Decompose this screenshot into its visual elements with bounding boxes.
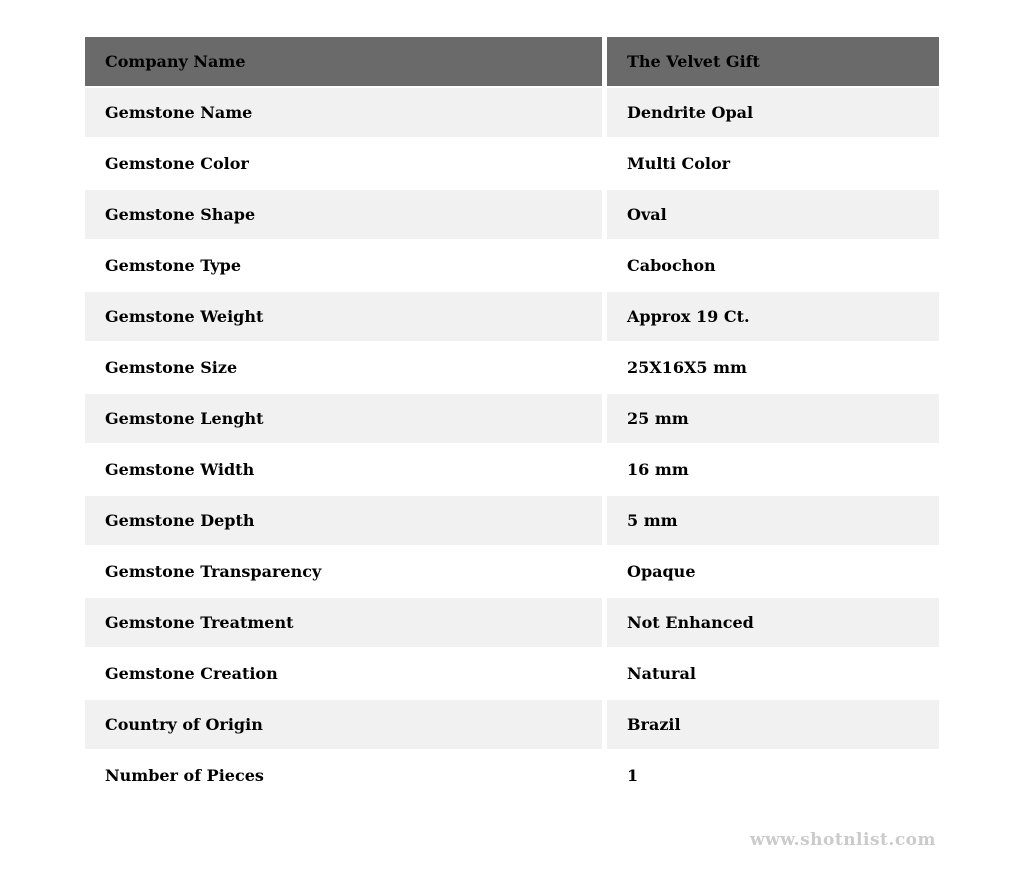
table-row (85, 394, 939, 443)
spec-value-cell: Natural (607, 649, 939, 698)
table-row (85, 241, 939, 290)
spec-label-cell: Gemstone Treatment (85, 598, 602, 647)
spec-label-cell: Country of Origin (85, 700, 602, 749)
spec-value-cell: 16 mm (607, 445, 939, 494)
header-label-cell: Company Name (85, 37, 602, 86)
spec-label-cell: Gemstone Weight (85, 292, 602, 341)
spec-value-cell: Approx 19 Ct. (607, 292, 939, 341)
spec-label-cell: Number of Pieces (85, 751, 602, 800)
header-value-cell: The Velvet Gift (607, 37, 939, 86)
spec-label-cell: Gemstone Color (85, 139, 602, 188)
spec-label-cell: Gemstone Name (85, 88, 602, 137)
spec-label-cell: Gemstone Depth (85, 496, 602, 545)
table-row (85, 751, 939, 800)
table-row (85, 88, 939, 137)
spec-value-cell: Cabochon (607, 241, 939, 290)
table-header-row (85, 37, 939, 86)
spec-value-cell: Not Enhanced (607, 598, 939, 647)
spec-label-cell: Gemstone Shape (85, 190, 602, 239)
table-row (85, 445, 939, 494)
spec-value-cell: Brazil (607, 700, 939, 749)
gemstone-spec-table (80, 35, 944, 802)
table-row (85, 496, 939, 545)
table-row (85, 292, 939, 341)
spec-label-cell: Gemstone Width (85, 445, 602, 494)
table-row (85, 547, 939, 596)
spec-value-cell: 25 mm (607, 394, 939, 443)
table-row (85, 649, 939, 698)
spec-value-cell: Multi Color (607, 139, 939, 188)
spec-value-cell: Dendrite Opal (607, 88, 939, 137)
table-row (85, 700, 939, 749)
table-row (85, 598, 939, 647)
watermark-text: www.shotnlist.com (749, 830, 936, 850)
spec-value-cell: 5 mm (607, 496, 939, 545)
spec-label-cell: Gemstone Creation (85, 649, 602, 698)
spec-value-cell: 25X16X5 mm (607, 343, 939, 392)
spec-label-cell: Gemstone Type (85, 241, 602, 290)
spec-value-cell: 1 (607, 751, 939, 800)
table-row (85, 139, 939, 188)
spec-label-cell: Gemstone Transparency (85, 547, 602, 596)
spec-value-cell: Oval (607, 190, 939, 239)
table-body (85, 88, 939, 800)
spec-value-cell: Opaque (607, 547, 939, 596)
spec-label-cell: Gemstone Size (85, 343, 602, 392)
table-row (85, 343, 939, 392)
spec-label-cell: Gemstone Lenght (85, 394, 602, 443)
table-row (85, 190, 939, 239)
